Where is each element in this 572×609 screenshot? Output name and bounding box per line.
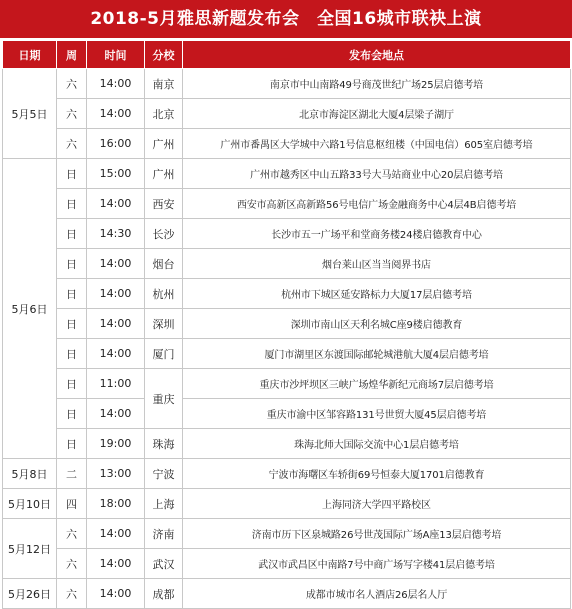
table-row bbox=[3, 489, 571, 519]
date-cell: 5月10日 bbox=[3, 489, 57, 519]
week-cell: 六 bbox=[57, 579, 87, 609]
time-cell: 14:00 bbox=[87, 339, 145, 369]
time-cell: 14:00 bbox=[87, 399, 145, 429]
time-cell: 13:00 bbox=[87, 459, 145, 489]
location-cell: 济南市历下区泉城路26号世茂国际广场A座13层启德考培 bbox=[183, 519, 571, 549]
week-cell: 日 bbox=[57, 429, 87, 459]
week-cell: 四 bbox=[57, 489, 87, 519]
city-cell: 上海 bbox=[145, 489, 183, 519]
table-header-row bbox=[3, 41, 571, 69]
city-cell: 深圳 bbox=[145, 309, 183, 339]
table-row bbox=[3, 159, 571, 189]
city-cell: 西安 bbox=[145, 189, 183, 219]
week-cell: 六 bbox=[57, 549, 87, 579]
time-cell: 14:00 bbox=[87, 549, 145, 579]
week-cell: 日 bbox=[57, 339, 87, 369]
week-cell: 六 bbox=[57, 519, 87, 549]
location-cell: 杭州市下城区延安路标力大厦17层启德考培 bbox=[183, 279, 571, 309]
header-time: 时间 bbox=[87, 41, 145, 69]
table-row bbox=[3, 519, 571, 549]
page-title: 2018-5月雅思新题发布会 全国16城市联袂上演 bbox=[0, 0, 572, 38]
location-cell: 珠海北师大国际交流中心1层启德考培 bbox=[183, 429, 571, 459]
header-location: 发布会地点 bbox=[183, 41, 571, 69]
location-cell: 广州市越秀区中山五路33号大马站商业中心20层启德考培 bbox=[183, 159, 571, 189]
location-cell: 重庆市沙坪坝区三峡广场煌华新纪元商场7层启德考培 bbox=[183, 369, 571, 399]
city-cell: 烟台 bbox=[145, 249, 183, 279]
location-cell: 南京市中山南路49号商茂世纪广场25层启德考培 bbox=[183, 69, 571, 99]
time-cell: 14:00 bbox=[87, 519, 145, 549]
week-cell: 日 bbox=[57, 279, 87, 309]
header-city: 分校 bbox=[145, 41, 183, 69]
table-row bbox=[3, 279, 571, 309]
table-row bbox=[3, 459, 571, 489]
date-cell: 5月6日 bbox=[3, 159, 57, 459]
time-cell: 14:00 bbox=[87, 99, 145, 129]
location-cell: 武汉市武昌区中南路7号中商广场写字楼41层启德考培 bbox=[183, 549, 571, 579]
city-cell: 成都 bbox=[145, 579, 183, 609]
time-cell: 14:00 bbox=[87, 279, 145, 309]
location-cell: 上海同济大学四平路校区 bbox=[183, 489, 571, 519]
table-row bbox=[3, 189, 571, 219]
time-cell: 11:00 bbox=[87, 369, 145, 399]
time-cell: 14:00 bbox=[87, 249, 145, 279]
city-cell: 宁波 bbox=[145, 459, 183, 489]
city-cell: 重庆 bbox=[145, 369, 183, 429]
location-cell: 厦门市湖里区东渡国际邮轮城港航大厦4层启德考培 bbox=[183, 339, 571, 369]
table-row bbox=[3, 339, 571, 369]
time-cell: 14:00 bbox=[87, 579, 145, 609]
date-cell: 5月8日 bbox=[3, 459, 57, 489]
city-cell: 广州 bbox=[145, 159, 183, 189]
location-cell: 重庆市渝中区邹容路131号世贸大厦45层启德考培 bbox=[183, 399, 571, 429]
table-row bbox=[3, 369, 571, 399]
table-row bbox=[3, 399, 571, 429]
time-cell: 14:00 bbox=[87, 69, 145, 99]
time-cell: 14:30 bbox=[87, 219, 145, 249]
week-cell: 日 bbox=[57, 219, 87, 249]
city-cell: 珠海 bbox=[145, 429, 183, 459]
location-cell: 宁波市海曙区车轿街69号恒泰大厦1701启德教育 bbox=[183, 459, 571, 489]
week-cell: 日 bbox=[57, 309, 87, 339]
header-week: 周 bbox=[57, 41, 87, 69]
time-cell: 18:00 bbox=[87, 489, 145, 519]
week-cell: 日 bbox=[57, 369, 87, 399]
location-cell: 深圳市南山区天利名城C座9楼启德教育 bbox=[183, 309, 571, 339]
table-row bbox=[3, 309, 571, 339]
date-cell: 5月12日 bbox=[3, 519, 57, 579]
header-date: 日期 bbox=[3, 41, 57, 69]
city-cell: 北京 bbox=[145, 99, 183, 129]
table-row bbox=[3, 69, 571, 99]
table-row bbox=[3, 129, 571, 159]
location-cell: 西安市高新区高新路56号电信广场金融商务中心4层4B启德考培 bbox=[183, 189, 571, 219]
time-cell: 19:00 bbox=[87, 429, 145, 459]
week-cell: 六 bbox=[57, 99, 87, 129]
table-row bbox=[3, 99, 571, 129]
city-cell: 杭州 bbox=[145, 279, 183, 309]
week-cell: 六 bbox=[57, 129, 87, 159]
city-cell: 厦门 bbox=[145, 339, 183, 369]
location-cell: 长沙市五一广场平和堂商务楼24楼启德教育中心 bbox=[183, 219, 571, 249]
city-cell: 广州 bbox=[145, 129, 183, 159]
city-cell: 长沙 bbox=[145, 219, 183, 249]
location-cell: 北京市海淀区湖北大厦4层梁子湖厅 bbox=[183, 99, 571, 129]
week-cell: 六 bbox=[57, 69, 87, 99]
location-cell: 成都市城市名人酒店26层名人厅 bbox=[183, 579, 571, 609]
city-cell: 武汉 bbox=[145, 549, 183, 579]
location-cell: 广州市番禺区大学城中六路1号信息枢纽楼（中国电信）605室启德考培 bbox=[183, 129, 571, 159]
location-cell: 烟台莱山区当当阅界书店 bbox=[183, 249, 571, 279]
date-cell: 5月26日 bbox=[3, 579, 57, 609]
week-cell: 二 bbox=[57, 459, 87, 489]
date-cell: 5月5日 bbox=[3, 69, 57, 159]
table-row bbox=[3, 549, 571, 579]
time-cell: 16:00 bbox=[87, 129, 145, 159]
time-cell: 14:00 bbox=[87, 309, 145, 339]
week-cell: 日 bbox=[57, 249, 87, 279]
schedule-table bbox=[2, 40, 571, 609]
time-cell: 15:00 bbox=[87, 159, 145, 189]
week-cell: 日 bbox=[57, 189, 87, 219]
table-row bbox=[3, 249, 571, 279]
table-row bbox=[3, 429, 571, 459]
week-cell: 日 bbox=[57, 159, 87, 189]
city-cell: 南京 bbox=[145, 69, 183, 99]
time-cell: 14:00 bbox=[87, 189, 145, 219]
table-row bbox=[3, 219, 571, 249]
table-row bbox=[3, 579, 571, 609]
week-cell: 日 bbox=[57, 399, 87, 429]
city-cell: 济南 bbox=[145, 519, 183, 549]
